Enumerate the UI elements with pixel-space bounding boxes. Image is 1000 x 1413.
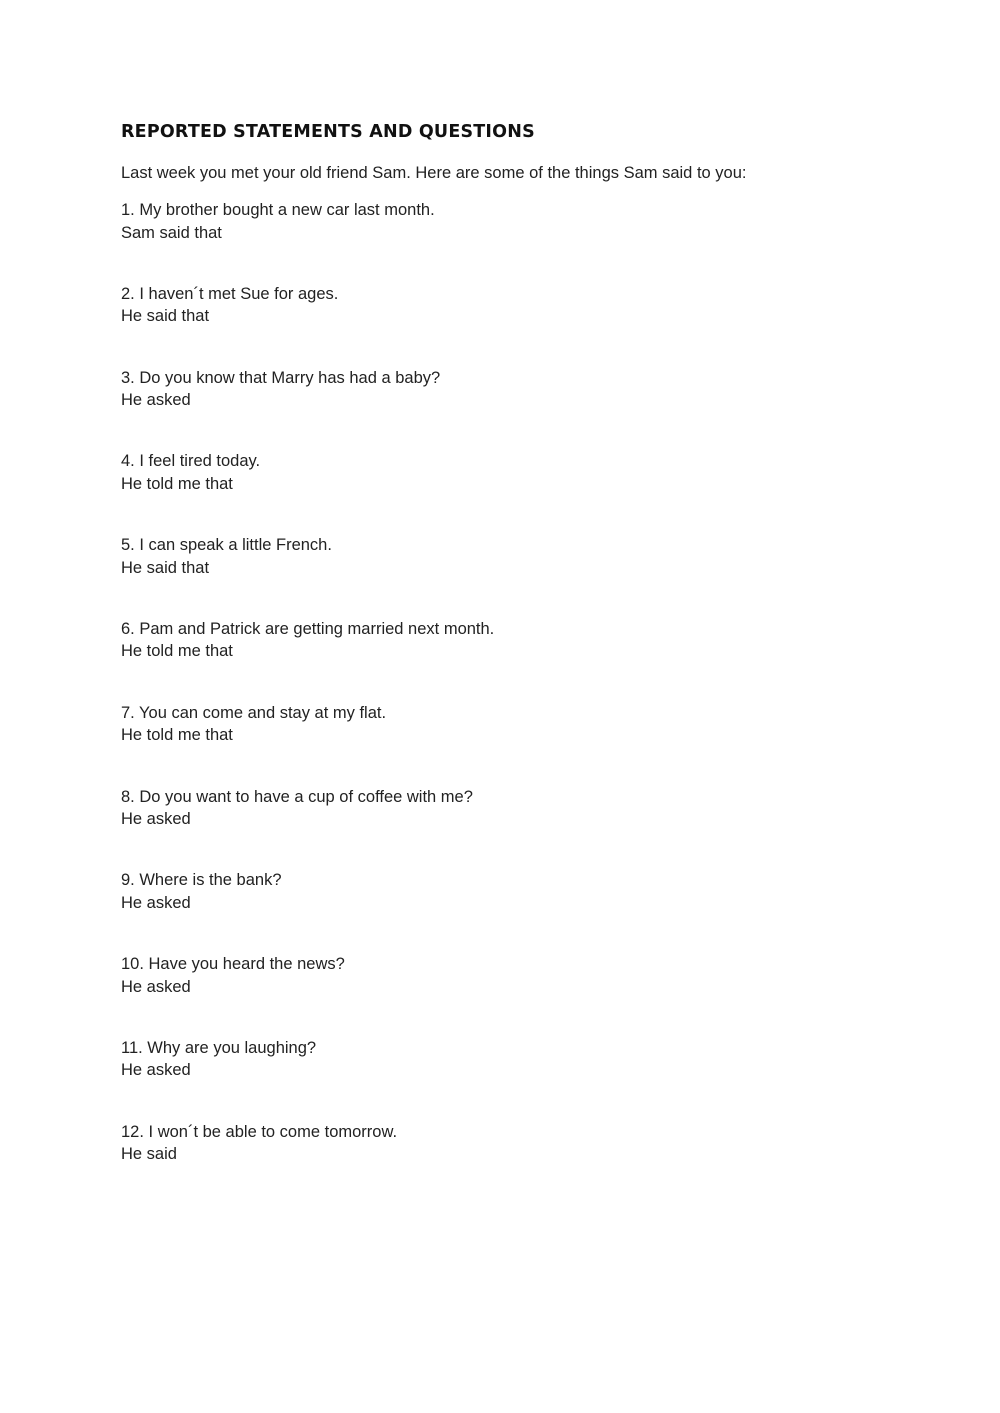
direct-speech-sentence: 10. Have you heard the news? (121, 955, 345, 974)
direct-speech-sentence: 8. Do you want to have a cup of coffee with me? (121, 787, 473, 806)
reported-speech-prompt: He told me that (121, 474, 233, 493)
exercise-item (121, 786, 494, 870)
reported-speech-prompt: He asked (121, 893, 191, 912)
direct-speech-sentence: 12. I won´t be able to come tomorrow. (121, 1122, 398, 1141)
exercise-item (121, 199, 494, 283)
reported-speech-prompt: He told me that (121, 726, 233, 745)
direct-speech-sentence: 4. I feel tired today. (121, 452, 261, 471)
reported-speech-prompt: He asked (121, 810, 191, 829)
reported-speech-prompt: He said that (121, 307, 210, 326)
reported-speech-prompt: He said that (121, 558, 210, 577)
reported-speech-prompt: He said (121, 1145, 177, 1164)
reported-speech-prompt: He told me that (121, 642, 233, 661)
reported-speech-prompt: He asked (121, 391, 191, 410)
direct-speech-sentence: 2. I haven´t met Sue for ages. (121, 284, 339, 303)
exercise-item (121, 618, 494, 702)
worksheet-title: REPORTED STATEMENTS AND QUESTIONS (121, 122, 535, 142)
direct-speech-sentence: 7. You can come and stay at my flat. (121, 703, 387, 722)
intro-text: Last week you met your old friend Sam. Here are some of the things Sam said to you: (121, 164, 747, 182)
exercise-item (121, 283, 494, 367)
exercise-item (121, 702, 494, 786)
direct-speech-sentence: 1. My brother bought a new car last month. (121, 201, 435, 219)
exercise-list (121, 199, 494, 1205)
direct-speech-sentence: 5. I can speak a little French. (121, 536, 332, 555)
direct-speech-sentence: 6. Pam and Patrick are getting married next month. (121, 619, 495, 638)
reported-speech-prompt: Sam said that (121, 223, 222, 242)
exercise-item (121, 1121, 494, 1205)
exercise-item (121, 869, 494, 953)
exercise-item (121, 367, 494, 451)
direct-speech-sentence: 11. Why are you laughing? (121, 1038, 317, 1057)
exercise-item (121, 953, 494, 1037)
reported-speech-prompt: He asked (121, 1061, 191, 1080)
exercise-item (121, 450, 494, 534)
exercise-item (121, 534, 494, 618)
direct-speech-sentence: 3. Do you know that Marry has had a baby? (121, 368, 441, 387)
exercise-item (121, 1037, 494, 1121)
direct-speech-sentence: 9. Where is the bank? (121, 871, 282, 890)
reported-speech-prompt: He asked (121, 977, 191, 996)
